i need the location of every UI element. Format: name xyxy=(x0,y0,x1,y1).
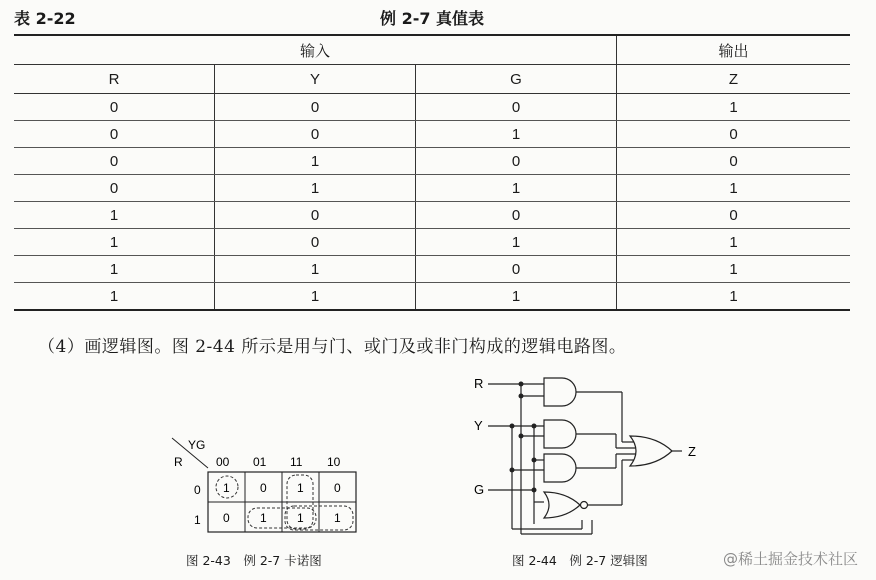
cell: 0 xyxy=(416,148,617,175)
cell: 0 xyxy=(416,256,617,283)
truth-table xyxy=(14,34,850,311)
cell: 1 xyxy=(215,148,416,175)
cell: 0 xyxy=(617,121,851,148)
col-header-r: R xyxy=(14,65,215,94)
cell: 1 xyxy=(617,283,851,311)
kmap-col-header: 11 xyxy=(290,455,303,469)
table-row xyxy=(14,229,850,256)
cell: 1 xyxy=(416,121,617,148)
table-row xyxy=(14,94,850,121)
cell: 0 xyxy=(215,202,416,229)
kmap-col-header: 00 xyxy=(216,455,230,469)
cell: 0 xyxy=(416,94,617,121)
cell: 0 xyxy=(215,229,416,256)
nor-gate xyxy=(544,492,580,518)
kmap-cell: 1 xyxy=(334,511,341,525)
table-row xyxy=(14,175,850,202)
col-header-g: G xyxy=(416,65,617,94)
kmap-cell: 0 xyxy=(260,481,267,495)
table-row xyxy=(14,148,850,175)
cell: 0 xyxy=(215,121,416,148)
output-group-header: 输出 xyxy=(617,35,851,65)
cell: 1 xyxy=(215,283,416,311)
output-label-z: Z xyxy=(688,444,696,459)
cell: 0 xyxy=(617,148,851,175)
cell: 1 xyxy=(617,175,851,202)
cell: 1 xyxy=(617,256,851,283)
cell: 1 xyxy=(109,287,119,305)
circuit-caption: 图 2-44 例 2-7 逻辑图 xyxy=(512,553,648,568)
junction-dot xyxy=(532,424,537,429)
input-label-g: G xyxy=(474,482,485,497)
junction-dot xyxy=(532,458,537,463)
cell: 0 xyxy=(14,175,215,202)
table-row xyxy=(14,202,850,229)
junction-dot xyxy=(510,424,515,429)
junction-dot xyxy=(510,468,515,473)
table-row xyxy=(14,121,850,148)
cell: 0 xyxy=(14,121,215,148)
body-paragraph: （4）画逻辑图。图 2-44 所示是用与门、或门及或非门构成的逻辑电路图。 xyxy=(38,337,627,357)
kmap-cell: 1 xyxy=(260,511,267,525)
kmap-row-header: 0 xyxy=(194,483,201,497)
col-header-y: Y xyxy=(215,65,416,94)
input-label-y: Y xyxy=(474,418,483,433)
col-header-z: Z xyxy=(617,65,851,94)
cell: 0 xyxy=(617,202,851,229)
input-label-r: R xyxy=(474,376,484,391)
kmap-col-header: 01 xyxy=(253,455,267,469)
cell: 1 xyxy=(416,175,617,202)
cell: 1 xyxy=(14,229,215,256)
junction-dot xyxy=(519,434,524,439)
cell: 0 xyxy=(14,148,215,175)
kmap-col-header: 10 xyxy=(327,455,341,469)
cell: 0 xyxy=(215,94,416,121)
logic-circuit xyxy=(470,374,710,542)
and-gate xyxy=(544,378,576,406)
table-row xyxy=(14,283,850,311)
table-row xyxy=(14,256,850,283)
karnaugh-map xyxy=(150,432,370,542)
cell: 0 xyxy=(416,202,617,229)
kmap-cell: 1 xyxy=(297,481,304,495)
cell: 1 xyxy=(14,256,215,283)
and-gate xyxy=(544,420,576,448)
or-gate xyxy=(630,436,672,466)
kmap-corner-left: R xyxy=(174,455,183,469)
table-label: 表 2-22 xyxy=(14,9,76,28)
cell: 1 xyxy=(617,94,851,121)
kmap-cell: 1 xyxy=(297,511,304,525)
cell: 1 xyxy=(617,229,851,256)
inverter-bubble xyxy=(581,502,588,509)
kmap-corner-top: YG xyxy=(188,438,206,452)
cell: 1 xyxy=(215,175,416,202)
cell: 1 xyxy=(416,229,617,256)
kmap-caption: 图 2-43 例 2-7 卡诺图 xyxy=(186,553,322,568)
kmap-row-header: 1 xyxy=(194,513,201,527)
kmap-cell: 0 xyxy=(334,481,341,495)
cell: 1 xyxy=(416,283,617,311)
junction-dot xyxy=(519,394,524,399)
kmap-cell: 1 xyxy=(223,481,230,495)
junction-dot xyxy=(532,488,537,493)
cell: 0 xyxy=(14,94,215,121)
input-group-header: 输入 xyxy=(14,35,617,65)
junction-dot xyxy=(519,382,524,387)
cell: 1 xyxy=(14,202,215,229)
kmap-cell: 0 xyxy=(223,511,230,525)
table-title: 例 2-7 真值表 xyxy=(380,9,485,28)
cell: 1 xyxy=(215,256,416,283)
watermark: @稀土掘金技术社区 xyxy=(722,550,858,568)
and-gate xyxy=(544,454,576,482)
